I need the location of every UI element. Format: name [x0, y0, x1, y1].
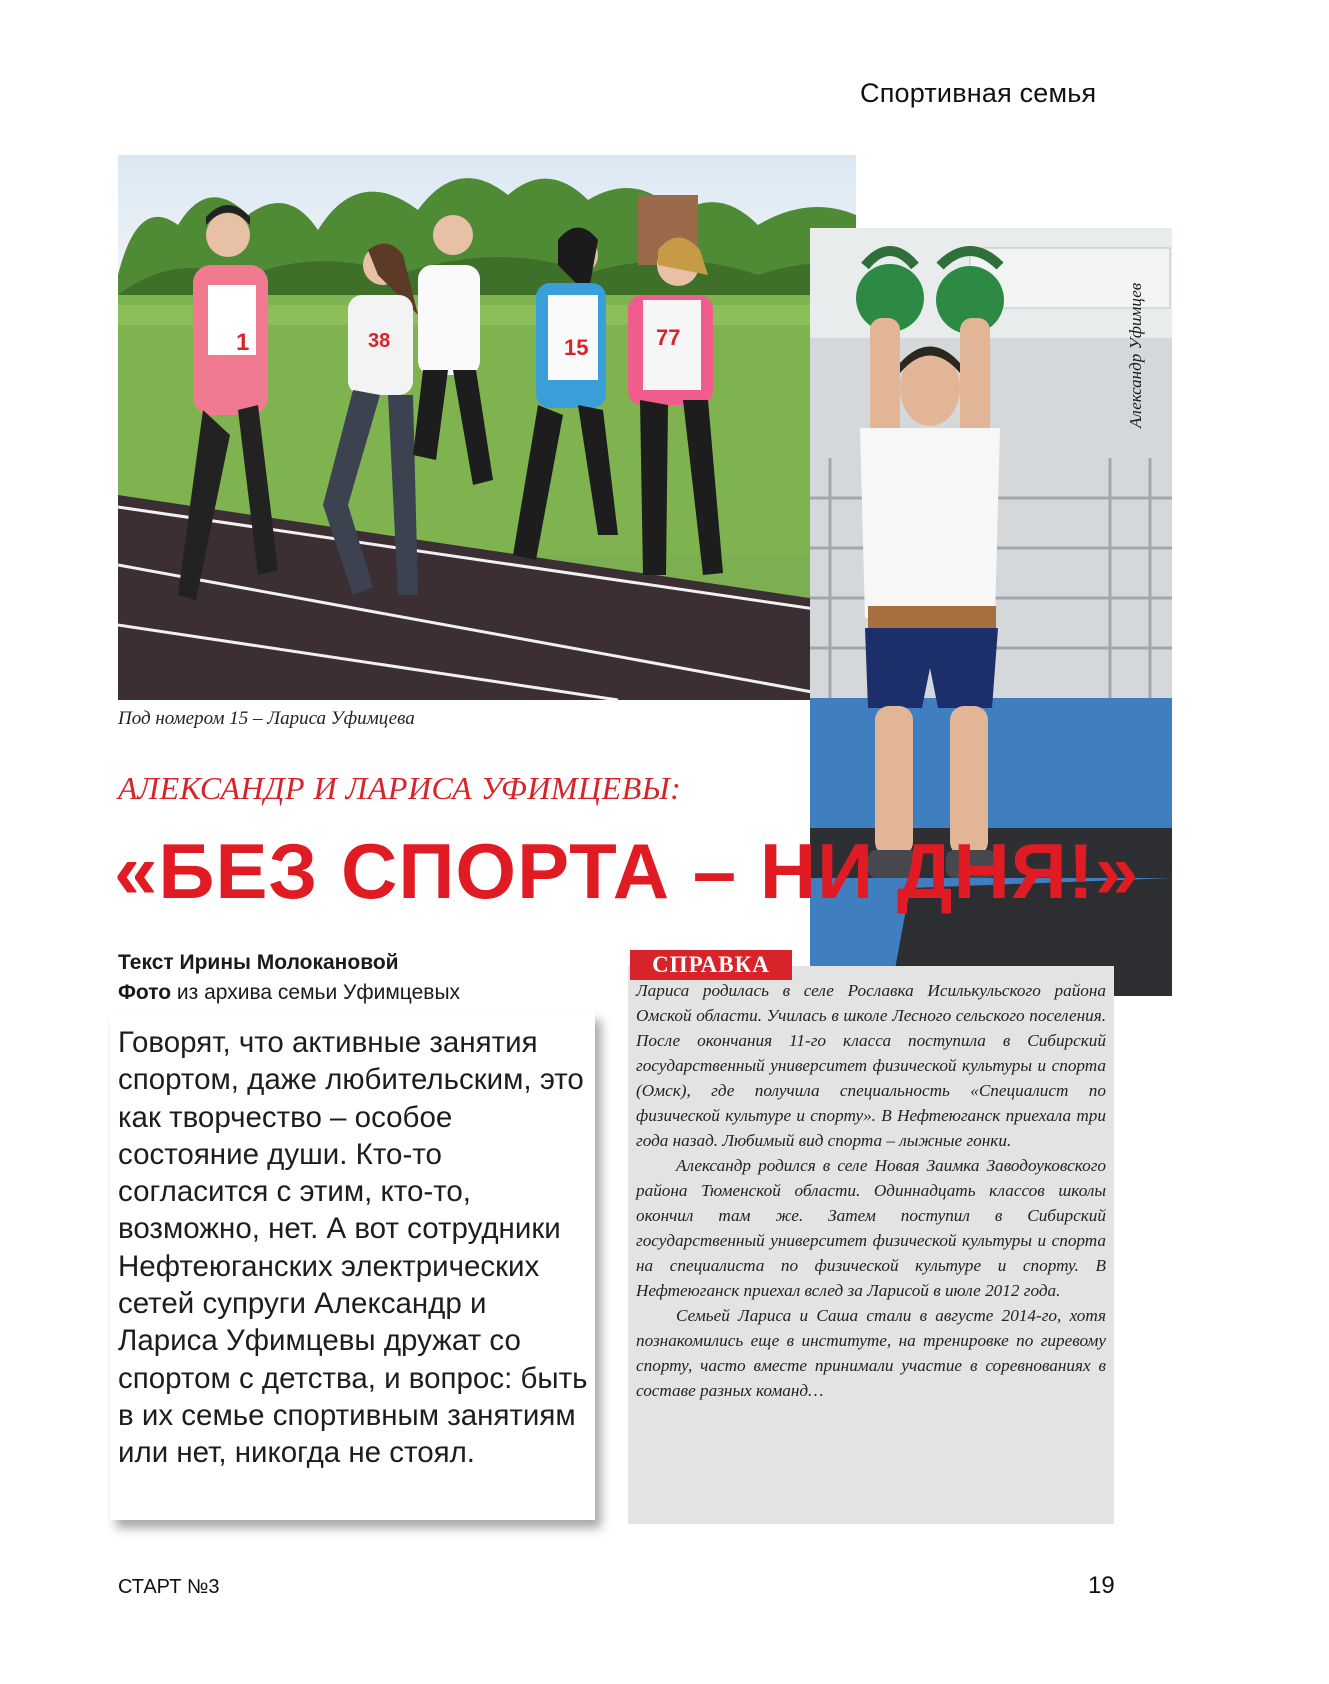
bib-number: 15	[564, 335, 589, 360]
reference-paragraph: Лариса родилась в селе Рославка Исилькульского района Омской области. Училась в школе Лесного сельского поселения. После окончания 11-го класса поступила в Сибирский государственный университет физической культуры и спорта (Омск), где получила специальность «Специалист по физической культуре и спорту». В Нефтеюганск приехала три года назад. Любимый вид спорта – лыжные гонки.	[636, 981, 1106, 1150]
byline-text-label: Текст	[118, 951, 174, 974]
photo-credit: Александр Уфимцев	[1126, 282, 1145, 428]
byline-photo-label: Фото	[118, 981, 172, 1004]
section-title: Спортивная семья	[860, 78, 1097, 108]
running-photo	[118, 155, 856, 700]
bib-number: 77	[656, 325, 681, 350]
bib-number: 1	[236, 329, 250, 356]
page-number: 19	[1088, 1572, 1115, 1599]
byline-photo-source: из архива семьи Уфимцевых	[176, 981, 461, 1004]
bib-number: 38	[368, 330, 391, 352]
reference-text	[636, 978, 1106, 1403]
byline	[118, 948, 460, 1008]
magazine-issue: СТАРТ №3	[118, 1576, 220, 1598]
article-kicker: АЛЕКСАНДР И ЛАРИСА УФИМЦЕВЫ:	[118, 770, 682, 806]
running-photo-caption: Под номером 15 – Лариса Уфимцева	[118, 708, 415, 729]
lead-paragraph: Говорят, что активные занятия спортом, даже любительским, это как творчество – особое состояние души. Кто-то согласится с этим, кто-то, возможно, нет. А вот сотрудники Нефтеюганских электрических сетей супруги Александр и Лариса Уфимцевы дружат со спортом с детства, и вопрос: быть в их семье спортивным занятиям или нет, никогда не стоял.	[118, 1026, 588, 1470]
reference-paragraph: Александр родился в селе Новая Заимка Заводоуковского района Тюменской области. Одиннадцать классов школы окончил там же. Затем поступил в Сибирский государственный университет физической культуры и спорта на специалиста по физической культуре и спорту. В Нефтеюганск приехал вслед за Ларисой в июле 2012 года.	[636, 1156, 1106, 1300]
byline-author: Ирины Молокановой	[179, 951, 399, 974]
reference-label: СПРАВКА	[630, 950, 792, 980]
reference-paragraph: Семьей Лариса и Саша стали в августе 2014-го, хотя познакомились еще в институте, на тренировке по гиревому спорту, часто вместе принимали участие в соревнованиях в составе разных команд…	[636, 1306, 1106, 1400]
article-headline: «БЕЗ СПОРТА – НИ ДНЯ!»	[114, 827, 1140, 915]
